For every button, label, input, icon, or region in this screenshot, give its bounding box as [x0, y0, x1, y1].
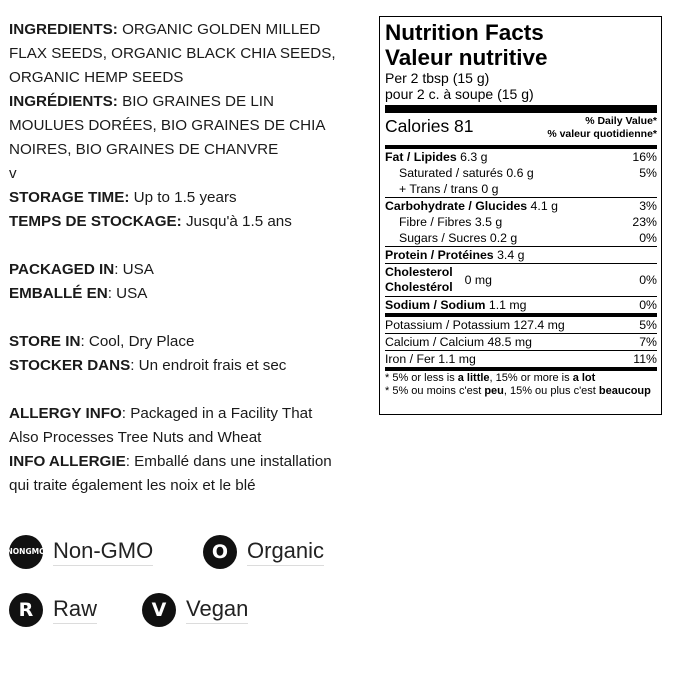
storage-time-fr [9, 210, 377, 234]
badge-label: Vegan [186, 596, 248, 624]
nutrient-name [385, 297, 526, 313]
nutrient-name [385, 149, 488, 165]
carbs-dv: 3% [639, 199, 657, 213]
saturated-label: Saturated / saturés 0.6 g [399, 166, 534, 180]
protein-amount: 3.4 g [493, 248, 525, 262]
nutrient-row-trans [385, 181, 657, 197]
badge-label: Raw [53, 596, 97, 624]
cholesterol-amount: 0 mg [464, 273, 492, 287]
nutrient-row-iron [385, 351, 657, 367]
ingredients-label: INGREDIENTS: [9, 21, 118, 38]
store-fr-value: : Un endroit frais et sec [130, 357, 287, 374]
badge-vegan [142, 593, 248, 627]
nutrient-row-potassium [385, 317, 657, 333]
packaged-fr-label: EMBALLÉ EN [9, 285, 108, 302]
store-value: : Cool, Dry Place [80, 333, 195, 350]
fibre-label: Fibre / Fibres 3.5 g [399, 215, 503, 229]
packaged-in [9, 258, 377, 282]
ingredients-fr-line-3: NOIRES, BIO GRAINES DE CHANVRE [9, 141, 279, 158]
nutrient-row-sodium [385, 297, 657, 313]
fat-amount: 6.3 g [456, 150, 488, 164]
sodium-label: Sodium / Sodium [385, 298, 486, 312]
ingredients-fr-text: BIO GRAINES DE LIN [117, 93, 274, 110]
store-label: STORE IN [9, 333, 81, 350]
nutrient-row-saturated [385, 165, 657, 181]
spacer [9, 306, 377, 330]
ingredients-text: ORGANIC GOLDEN MILLED [117, 21, 321, 38]
store-fr-label: STOCKER DANS [9, 357, 131, 374]
storage-time [9, 186, 377, 210]
allergy-line-2: Also Processes Tree Nuts and Wheat [9, 429, 262, 446]
calories-row [385, 115, 657, 145]
footnote-en [385, 372, 657, 385]
storage-time-fr-value: Jusqu'à 1.5 ans [181, 213, 292, 230]
footnote-fr-b: peu [484, 384, 504, 397]
packaged-fr-value: : USA [107, 285, 148, 302]
store-in-fr [9, 354, 377, 378]
sugars-label: Sugars / Sucres 0.2 g [399, 231, 518, 245]
nutrition-title-en: Nutrition Facts [385, 20, 544, 45]
non-gmo-icon [6, 535, 46, 569]
fat-dv: 16% [632, 150, 657, 164]
footnote [385, 371, 657, 397]
sodium-amount: 1.1 mg [485, 298, 527, 312]
ingredients-fr-line-2: MOULUES DORÉES, BIO GRAINES DE CHIA [9, 117, 326, 134]
organic-icon: O [203, 535, 237, 569]
allergy-text: : Packaged in a Facility That [121, 405, 313, 422]
ingredients-line-3: ORGANIC HEMP SEEDS [9, 69, 184, 86]
nutrient-row-fat [385, 149, 657, 165]
allergy-fr-line-1 [9, 450, 377, 474]
footnote-fr-d: beaucoup [598, 384, 651, 397]
cholesterol-dv: 0% [639, 273, 657, 287]
calcium-dv: 7% [639, 335, 657, 349]
non-gmo-icon-bottom: GMO [25, 547, 46, 556]
nutrient-row-carbohydrate [385, 198, 657, 214]
sugars-dv: 0% [639, 231, 657, 245]
serving-size-en: Per 2 tbsp (15 g) [385, 70, 490, 86]
product-info [9, 18, 377, 498]
footnote-en-a: * 5% or less is [385, 372, 458, 384]
calories-value: Calories 81 [385, 116, 474, 136]
raw-icon: R [9, 593, 43, 627]
packaged-value: : USA [114, 261, 154, 278]
daily-value-header-fr: % valeur quotidienne* [547, 128, 657, 140]
store-in [9, 330, 377, 354]
potassium-label: Potassium / Potassium 127.4 mg [385, 318, 565, 332]
storage-time-value: Up to 1.5 years [129, 189, 237, 206]
spacer [9, 234, 377, 258]
cholesterol-name [385, 265, 453, 295]
footnote-en-c: , 15% or more is [489, 372, 573, 384]
non-gmo-icon-top: NON [6, 547, 26, 556]
packaged-label: PACKAGED IN [9, 261, 115, 278]
nutrient-row-calcium [385, 334, 657, 350]
daily-value-header [547, 115, 657, 141]
ingredients-fr-line-4: v [9, 165, 17, 182]
badge-raw [9, 593, 97, 627]
serving-size-fr: pour 2 c. à soupe (15 g) [385, 86, 534, 102]
storage-time-label: STORAGE TIME: [9, 189, 130, 206]
calcium-label: Calcium / Calcium 48.5 mg [385, 335, 532, 349]
spacer [9, 378, 377, 402]
cholesterol-label-group [385, 265, 492, 295]
fat-label: Fat / Lipides [385, 150, 457, 164]
allergy-label: ALLERGY INFO [9, 405, 122, 422]
carbs-amount: 4.1 g [527, 199, 558, 213]
ingredients-line-1 [9, 18, 377, 42]
badge-organic [203, 535, 324, 569]
nutrient-row-fibre [385, 214, 657, 230]
saturated-dv: 5% [639, 166, 657, 180]
allergy-fr-label: INFO ALLERGIE [9, 453, 126, 470]
allergy-fr-line-2: qui traite également les noix et le blé [9, 477, 256, 494]
nutrient-row-cholesterol [385, 264, 657, 296]
badge-label: Non-GMO [53, 538, 153, 566]
nutrient-row-protein [385, 247, 657, 263]
packaged-in-fr [9, 282, 377, 306]
badge-non-gmo [6, 535, 154, 569]
badge-label: Organic [247, 538, 324, 566]
fibre-dv: 23% [632, 215, 657, 229]
iron-dv: 11% [633, 352, 657, 366]
potassium-dv: 5% [639, 318, 657, 332]
allergy-line-1 [9, 402, 377, 426]
nutrient-name [385, 247, 524, 263]
vegan-icon: V [142, 593, 176, 627]
footnote-fr [385, 385, 657, 398]
protein-label: Protein / Protéines [385, 248, 494, 262]
ingredients-fr-line-1 [9, 90, 377, 114]
nutrition-title-fr: Valeur nutritive [385, 45, 548, 70]
divider [385, 105, 657, 113]
carbs-label: Carbohydrate / Glucides [385, 199, 528, 213]
nutrient-name [385, 198, 558, 214]
storage-time-fr-label: TEMPS DE STOCKAGE: [9, 213, 182, 230]
footnote-fr-c: , 15% ou plus c'est [503, 384, 599, 397]
trans-label: + Trans / trans 0 g [399, 182, 499, 196]
footnote-en-d: a lot [572, 372, 596, 384]
ingredients-fr-label: INGRÉDIENTS: [9, 93, 118, 110]
daily-value-header-en: % Daily Value* [585, 115, 657, 127]
allergy-fr-text: : Emballé dans une installation [125, 453, 332, 470]
footnote-fr-a: * 5% ou moins c'est [385, 384, 485, 397]
iron-label: Iron / Fer 1.1 mg [385, 352, 476, 366]
ingredients-line-2: FLAX SEEDS, ORGANIC BLACK CHIA SEEDS, [9, 45, 336, 62]
nutrient-row-sugars [385, 230, 657, 246]
cholesterol-label-fr: Cholestérol [385, 280, 453, 294]
sodium-dv: 0% [639, 298, 657, 312]
cholesterol-label-en: Cholesterol [385, 265, 453, 279]
nutrition-facts-panel [379, 16, 662, 415]
footnote-en-b: a little [457, 372, 490, 384]
